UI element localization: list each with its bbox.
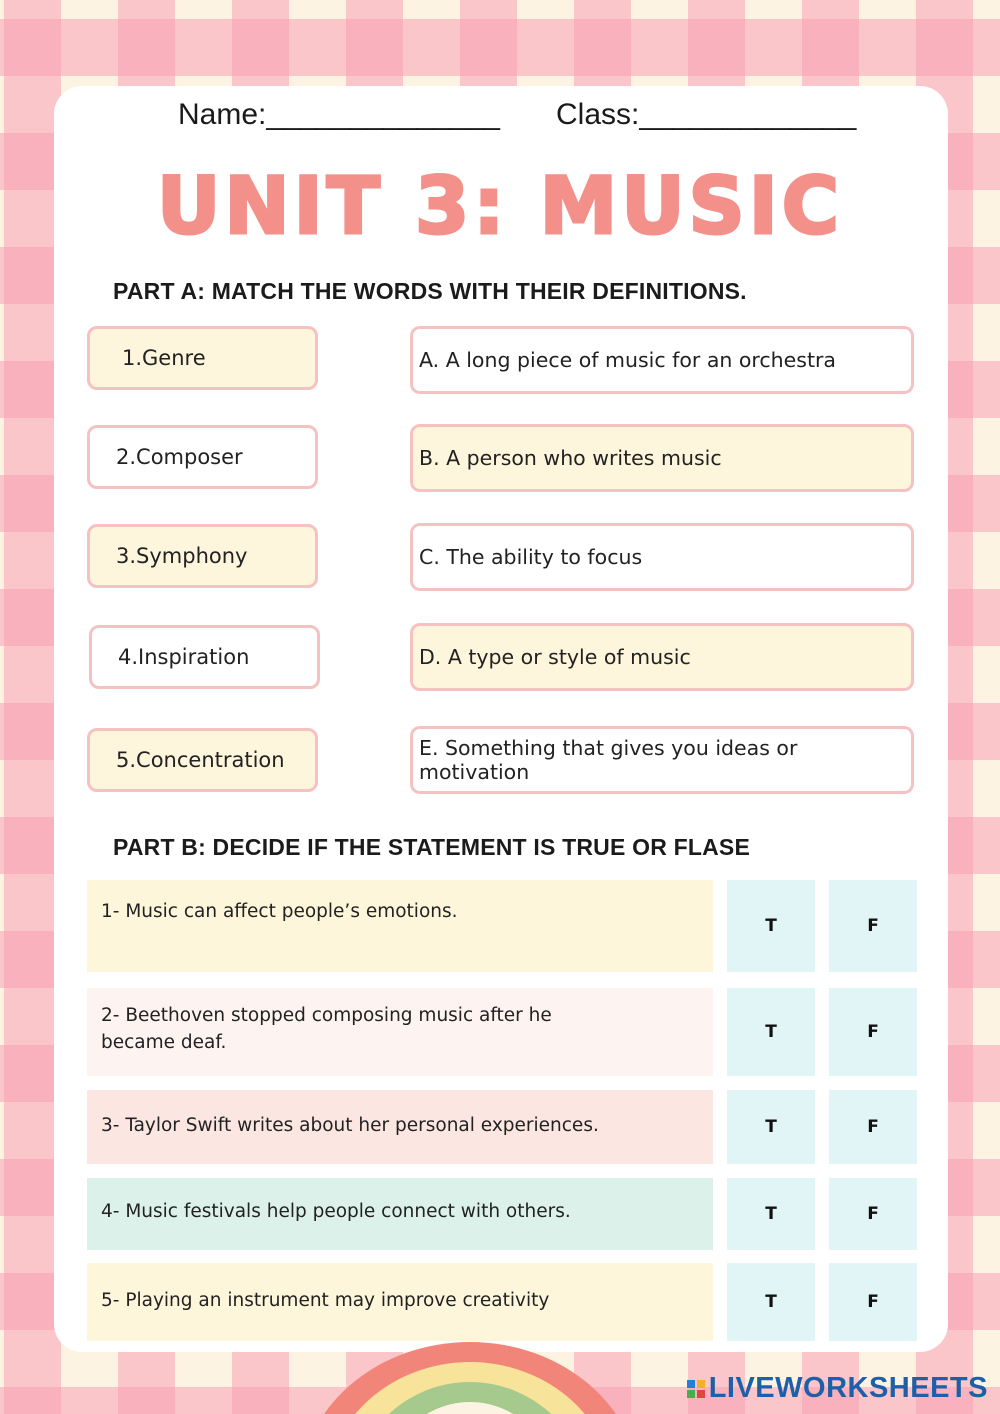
rainbow-decoration: [290, 1340, 650, 1414]
part-b-heading: PART B: DECIDE IF THE STATEMENT IS TRUE OR FLASE: [113, 834, 750, 860]
definition-box[interactable]: [410, 424, 914, 492]
word-label: 5.Concentration: [116, 748, 285, 772]
definition-label: C. The ability to focus: [419, 545, 643, 569]
statement-text: 2- Beethoven stopped composing music after he became deaf.: [101, 1005, 552, 1053]
definition-box[interactable]: [410, 326, 914, 394]
statement-text: 1- Music can affect people’s emotions.: [101, 901, 458, 922]
word-box[interactable]: [87, 326, 318, 390]
liveworksheets-brand[interactable]: [687, 1372, 988, 1405]
statement-row: [87, 1178, 713, 1250]
part-a-heading: PART A: MATCH THE WORDS WITH THEIR DEFINITIONS.: [113, 278, 747, 304]
word-label: 1.Genre: [122, 346, 206, 370]
true-option[interactable]: T: [727, 1178, 815, 1250]
definition-label: B. A person who writes music: [419, 446, 722, 470]
worksheet-title: UNIT 3: MUSIC: [156, 162, 844, 252]
true-option[interactable]: T: [727, 880, 815, 972]
statement-row: [87, 880, 713, 972]
statement-row: [87, 1263, 713, 1341]
definition-label: E. Something that gives you ideas or motivation: [419, 736, 798, 784]
false-option[interactable]: F: [829, 1263, 917, 1341]
definition-box[interactable]: [410, 726, 914, 794]
definition-box[interactable]: [410, 623, 914, 691]
student-info-row: [0, 98, 1000, 138]
word-label: 3.Symphony: [116, 544, 248, 568]
class-field[interactable]: Class:_____________: [556, 98, 857, 131]
true-option[interactable]: T: [727, 1263, 815, 1341]
false-option[interactable]: F: [829, 1090, 917, 1164]
name-field[interactable]: Name:______________: [178, 98, 500, 131]
false-option[interactable]: F: [829, 988, 917, 1076]
word-box[interactable]: [89, 625, 320, 689]
word-label: 2.Composer: [116, 445, 243, 469]
brand-name: LIVEWORKSHEETS: [708, 1372, 988, 1404]
word-box[interactable]: [87, 425, 318, 489]
statement-row: [87, 988, 713, 1076]
word-label: 4.Inspiration: [118, 645, 250, 669]
false-option[interactable]: F: [829, 1178, 917, 1250]
statement-row: [87, 1090, 713, 1164]
statement-text: 4- Music festivals help people connect with others.: [101, 1201, 571, 1222]
statement-text: 3- Taylor Swift writes about her personal experiences.: [101, 1115, 599, 1136]
statement-text: 5- Playing an instrument may improve creativity: [101, 1290, 550, 1311]
definition-box[interactable]: [410, 523, 914, 591]
word-box[interactable]: [87, 524, 318, 588]
true-option[interactable]: T: [727, 988, 815, 1076]
false-option[interactable]: F: [829, 880, 917, 972]
liveworksheets-logo-icon: [687, 1380, 705, 1398]
word-box[interactable]: [87, 728, 318, 792]
definition-label: A. A long piece of music for an orchestra: [419, 348, 836, 372]
definition-label: D. A type or style of music: [419, 645, 691, 669]
true-option[interactable]: T: [727, 1090, 815, 1164]
